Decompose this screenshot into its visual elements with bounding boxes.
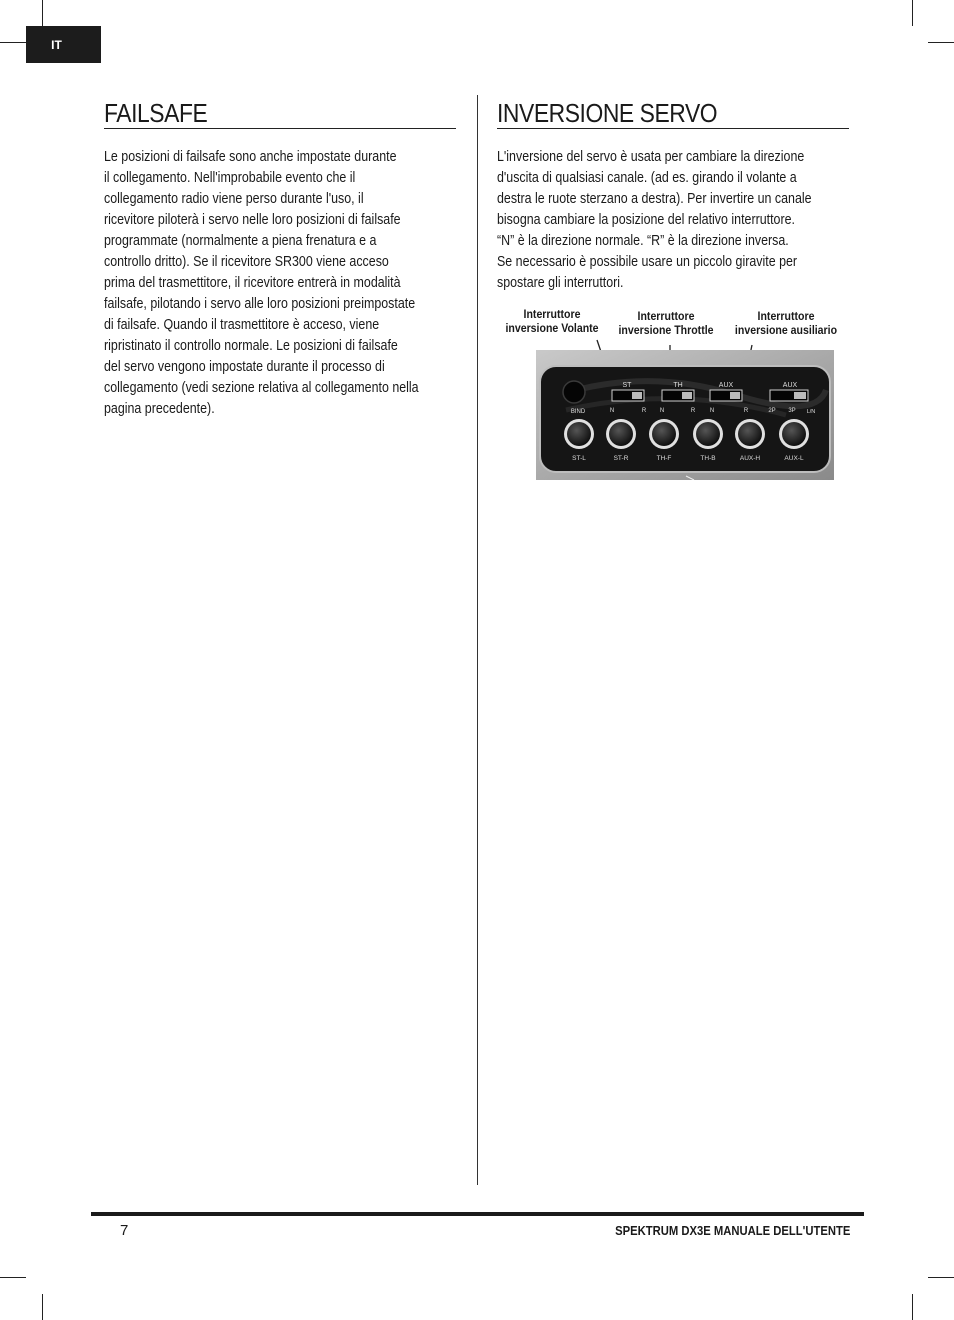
position-label: N [659, 408, 665, 414]
position-label: 2P [768, 408, 776, 414]
text-line: collegamento radio viene perso durante l'uso, il [104, 191, 364, 207]
position-label: R [743, 408, 749, 414]
knob-label: ST-L [572, 455, 586, 462]
text-line: “N” è la direzione normale. “R” è la direzione inversa. [497, 233, 789, 249]
trim-knob [738, 422, 762, 446]
text-line: ricevitore piloterà i servo nelle loro posizioni di failsafe [104, 212, 401, 228]
text-line: controllo dritto). Se il ricevitore SR300 viene acceso [104, 254, 389, 270]
text-line: destra le ruote sterzano a destra). Per invertire un canale [497, 191, 812, 207]
text-line: pagina precedente). [104, 401, 215, 417]
trim-knob [652, 422, 676, 446]
callout-line: inversione Throttle [618, 323, 714, 337]
text-line: Le posizioni di failsafe sono anche impostate durante [104, 149, 397, 165]
knob-label: TH-F [656, 455, 672, 462]
position-label: N [709, 408, 715, 414]
switch-panel-photo [536, 350, 834, 480]
language-tab: IT [26, 26, 101, 63]
text-line: spostare gli interruttori. [497, 275, 624, 291]
callout-line: Interruttore [637, 309, 695, 323]
text-line: di failsafe. Quando il trasmettitore è acceso, viene [104, 317, 380, 333]
position-label: R [641, 408, 647, 414]
knob-label: AUX-H [739, 455, 761, 462]
text-line: L'inversione del servo è usata per cambiare la direzione [497, 149, 805, 165]
servo-reversing-title: INVERSIONE SERVO [497, 98, 718, 128]
switch-label: AUX [718, 382, 734, 389]
position-label: L/N [806, 409, 816, 415]
callout-line: Interruttore [757, 309, 815, 323]
bind-button [563, 381, 585, 403]
callout-line: inversione ausiliario [734, 323, 838, 337]
text-line: prima del trasmettitore, il ricevitore entrerà in modalità [104, 275, 401, 291]
text-line: programmate (normalmente a piena frenatura e a [104, 233, 377, 249]
footer-rule [91, 1212, 864, 1216]
switch-label: TH [673, 382, 683, 389]
trim-knob [696, 422, 720, 446]
knob-label: ST-R [613, 455, 629, 462]
knob-label: TH-B [700, 455, 716, 462]
position-label: BIND [570, 409, 586, 415]
text-line: failsafe, pilotando i servo alle loro posizioni preimpostate [104, 296, 416, 312]
page-number: 7 [120, 1222, 129, 1239]
trim-knob [609, 422, 633, 446]
text-line: del servo vengono impostate durante il processo di [104, 359, 385, 375]
text-line: il collegamento. Nell'improbabile evento che il [104, 170, 356, 186]
trim-knob [567, 422, 591, 446]
text-line: d'uscita di qualsiasi canale. (ad es. girando il volante a [497, 170, 797, 186]
callout-line: inversione Volante [505, 321, 599, 335]
callout-line: Interruttore [523, 307, 581, 321]
text-line: collegamento (vedi sezione relativa al collegamento nella [104, 380, 419, 396]
trim-knob [782, 422, 806, 446]
footer-title: SPEKTRUM DX3E MANUALE DELL'UTENTE [614, 1224, 850, 1238]
switch-label: AUX [782, 382, 798, 389]
position-label: N [609, 408, 615, 414]
text-line: ripristinato il controllo normale. Le posizioni di failsafe [104, 338, 398, 354]
knob-label: AUX-L [784, 455, 804, 462]
position-label: R [690, 408, 696, 414]
failsafe-title: FAILSAFE [104, 98, 208, 128]
text-line: Se necessario è possibile usare un piccolo giravite per [497, 254, 798, 270]
switch-label: ST [622, 382, 632, 389]
position-label: 3P [788, 408, 796, 414]
text-line: bisogna cambiare la posizione del relativo interruttore. [497, 212, 796, 228]
